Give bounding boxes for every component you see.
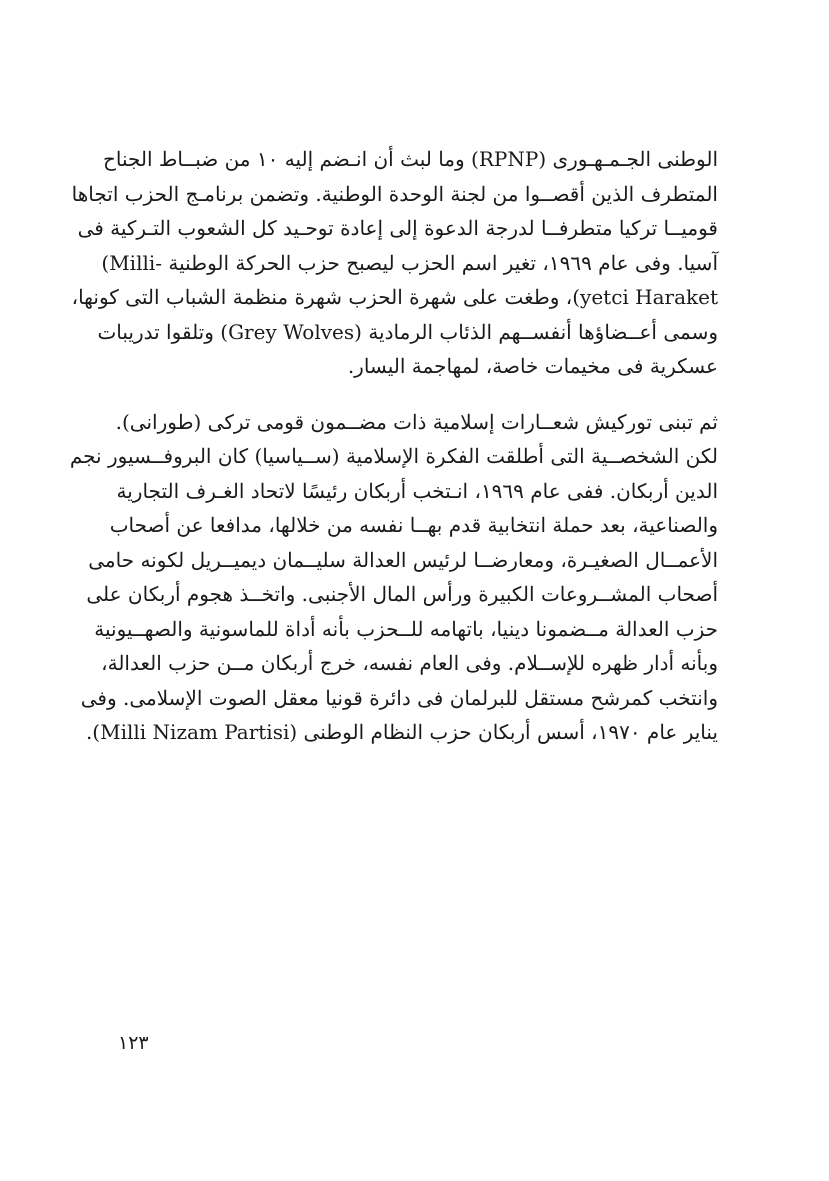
page-number: ١٢٣ (118, 1032, 149, 1054)
text-line: آسيا. وفى عام ١٩٦٩، تغير اسم الحزب ليصبح حزب الحركة الوطنية -Milli) (101, 250, 718, 275)
paragraph-spacer (118, 384, 718, 405)
text-line: أصحاب المشــروعات الكبيرة ورأس المال الأجنبى. واتخــذ هجوم أربكان على (86, 582, 718, 606)
body-text (69, 142, 718, 750)
text-line: عسكرية فى مخيمات خاصة، لمهاجمة اليسار. (347, 354, 718, 378)
text-line: ثم تبنى توركيش شعــارات إسلامية ذات مضــمون قومى تركى (طورانى). (115, 409, 718, 434)
text-line: وانتخب كمرشح مستقل للبرلمان فى دائرة قونيا معقل الصوت الإسلامى. وفى (80, 685, 718, 710)
paragraph-2 (69, 405, 718, 750)
text-line: يناير عام ١٩٧٠، أسس أربكان حزب النظام الوطنى (Milli Nizam Partisi). (85, 720, 718, 744)
text-line: وسمى أعــضاؤها أنفســهم الذئاب الرمادية (Grey Wolves) وتلقوا تدريبات (97, 319, 718, 344)
text-line: الأعمــال الصغيـرة، ومعارضــا لرئيس العدالة سليــمان ديميــريل لكونه حامى (88, 547, 718, 572)
text-line: المتطرف الذين أقصــوا من لجنة الوحدة الوطنية. وتضمن برنامـج الحزب اتجاها (71, 181, 718, 206)
text-line: الوطنى الجـمـهـورى (RPNP) وما لبث أن انـضم إليه ١٠ من ضبــاط الجناح (102, 147, 718, 171)
text-line: والصناعية، بعد حملة انتخابية قدم بهــا نفسه من خلالها، مدافعا عن أصحاب (109, 513, 718, 537)
paragraph-1 (71, 142, 718, 384)
text-line: قوميــا تركيا متطرفــا لدرجة الدعوة إلى إعادة توحـيد كل الشعوب التـركية فى (77, 216, 718, 240)
text-line: لكن الشخصــية التى أطلقت الفكرة الإسلامية (ســياسيا) كان البروفــسيور نجم (69, 444, 718, 468)
text-line: الدين أربكان. ففى عام ١٩٦٩، انـتخب أربكان رئيسًا لاتحاد الغـرف التجارية (116, 478, 718, 503)
text-line: yetci Haraket)، وطغت على شهرة الحزب شهرة منظمة الشباب التى كونها، (71, 285, 718, 309)
text-line: حزب العدالة مــضمونا دينيا، باتهامه للــحزب بأنه أداة للماسونية والصهــيونية (94, 616, 718, 641)
text-line: وبأنه أدار ظهره للإســلام. وفى العام نفسه، خرج أربكان مــن حزب العدالة، (101, 651, 718, 675)
